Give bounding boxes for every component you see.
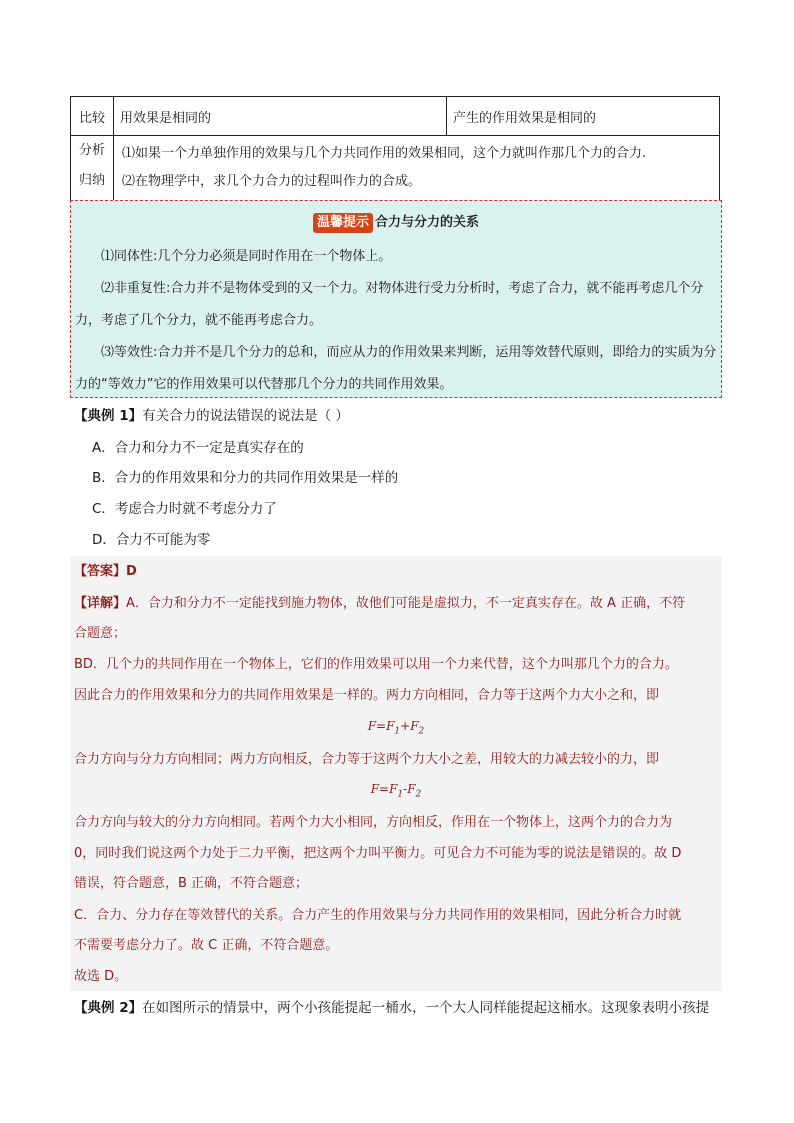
analysis-line-2: ⑵在物理学中，求几个力合力的过程叫作力的合成。 (122, 174, 422, 189)
analysis-line-1: ⑴如果一个力单独作用的效果与几个力共同作用的效果相同，这个力就叫作那几个力的合力. (122, 146, 647, 161)
comparison-table (70, 96, 720, 207)
table-cell: 用效果是相同的 (114, 97, 447, 136)
tip-box (70, 200, 722, 398)
detail-tag: 【详解】 (74, 596, 127, 611)
detail-line: 错误，符合题意，B 正确，不符合题意； (74, 876, 309, 891)
detail-text: A．合力和分力不一定能找到施力物体，故他们可能是虚拟力，不一定真实存在。故 A 正确，不符 (126, 596, 686, 611)
example2-tag: 【典例 2】 (74, 1000, 143, 1016)
row-label: 比较 (71, 97, 114, 136)
detail-line: 0，同时我们说这两个力处于二力平衡，把这两个力叫平衡力。可见合力不可能为零的说法是错误的。故 D (74, 846, 682, 861)
detail-line: 合力方向与分力方向相同；两力方向相反，合力等于这两个力大小之差，用较大的力减去较小的力，即 (74, 752, 660, 767)
detail-line: 故选 D。 (74, 969, 128, 984)
example1-question: 有关合力的说法错误的说法是（ ） (142, 408, 349, 424)
table-row (71, 97, 720, 136)
option-a: A．合力和分力不一定是真实存在的 (92, 440, 304, 456)
table-cell: 产生的作用效果是相同的 (447, 97, 720, 136)
option-d: D．合力不可能为零 (92, 532, 211, 548)
row-label-bottom: 归纳 (78, 173, 105, 188)
option-c: C．考虑合力时就不考虑分力了 (92, 501, 277, 517)
tip-header (71, 213, 721, 233)
table-row (71, 136, 720, 207)
tip-title: 合力与分力的关系 (375, 215, 480, 230)
tip-paragraph-3: ⑶等效性:合力并不是几个分力的总和，而应从力的作用效果来判断，运用等效替代原则，即给力的实质为分力的“等效力”它的作用效果可以代替那几个分力的共同作用效果。 (75, 345, 717, 392)
detail-line: 因此合力的作用效果和分力的共同作用效果是一样的。两力方向相同，合力等于这两个力大小之和，即 (74, 688, 660, 703)
example1-tag: 【典例 1】 (74, 408, 143, 424)
table-cell (114, 136, 720, 207)
example1-title (74, 406, 349, 426)
example2-text: 在如图所示的情景中，两个小孩能提起一桶水，一个大人同样能提起这桶水。这现象表明小孩提 (142, 1000, 710, 1016)
detail-line (74, 594, 718, 614)
row-label-top: 分析 (78, 143, 105, 158)
detail-line: 不需要考虑分力了。故 C 正确，不符合题意。 (74, 938, 339, 953)
detail-line: BD．几个力的共同作用在一个物体上，它们的作用效果可以用一个力来代替，这个力叫那几个力的合力。 (74, 657, 678, 672)
example2-title (74, 998, 709, 1018)
tip-paragraph-2: ⑵非重复性:合力并不是物体受到的又一个力。对物体进行受力分析时，考虑了合力，就不能再考虑几个分力，考虑了几个分力，就不能再考虑合力。 (75, 281, 704, 328)
detail-line: 合力方向与较大的分力方向相同。若两个力大小相同，方向相反，作用在一个物体上，这两个力的合力为 (74, 815, 673, 830)
tip-badge: 温馨提示 (313, 213, 373, 233)
formula-sum: $F=F_1+F_2$ (367, 719, 425, 737)
detail-line: C．合力、分力存在等效替代的关系。合力产生的作用效果与分力共同作用的效果相同，因此分析合力时就 (74, 908, 682, 923)
formula-difference: $F=F_1-F_2$ (370, 782, 422, 800)
answer-tag: 【答案】 (74, 564, 127, 579)
answer-value: D (126, 564, 137, 579)
answer-block (70, 556, 722, 991)
option-b: B．合力的作用效果和分力的共同作用效果是一样的 (92, 470, 399, 486)
tip-paragraph-1: ⑴同体性:几个分力必须是同时作用在一个物体上。 (101, 249, 392, 264)
row-label (71, 136, 114, 207)
answer-line (74, 562, 718, 582)
detail-line: 合题意； (74, 626, 127, 641)
